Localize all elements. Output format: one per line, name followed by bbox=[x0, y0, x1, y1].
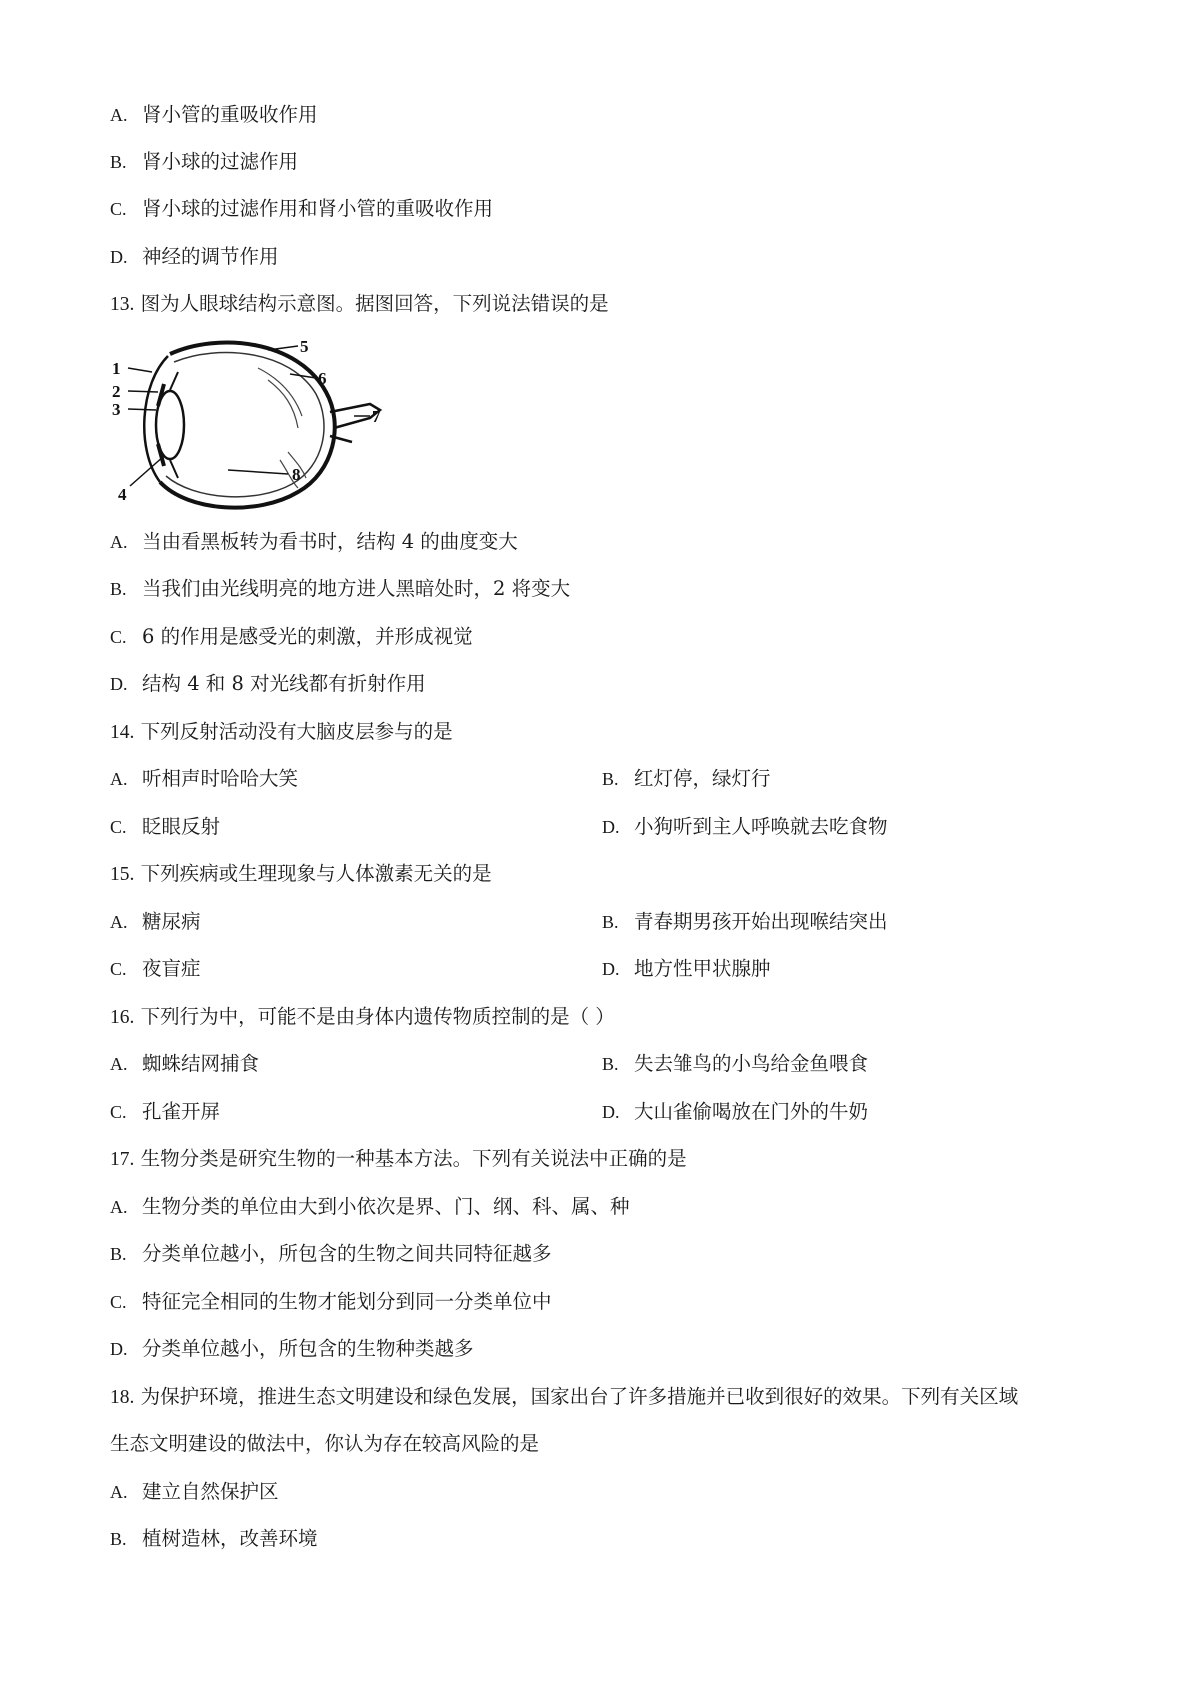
q18-option-a: A. 建立自然保护区 bbox=[110, 1480, 279, 1503]
eye-label-2: 2 bbox=[112, 382, 121, 401]
q18-stem-line-2: 生态文明建设的做法中，你认为存在较高风险的是 bbox=[110, 1432, 540, 1455]
q12-option-b: B. 肾小球的过滤作用 bbox=[110, 150, 299, 173]
q13-option-d: D. 结构 4 和 8 对光线都有折射作用 bbox=[110, 672, 426, 695]
q14-stem: 14. 下列反射活动没有大脑皮层参与的是 bbox=[110, 720, 453, 743]
q13-option-c: C. 6 的作用是感受光的刺激，并形成视觉 bbox=[110, 625, 473, 648]
q12-option-d: D. 神经的调节作用 bbox=[110, 245, 279, 268]
q14-option-d: D. 小狗听到主人呼唤就去吃食物 bbox=[602, 815, 888, 838]
q16-option-c: C. 孔雀开屏 bbox=[110, 1100, 221, 1123]
lens-shape bbox=[156, 391, 184, 459]
q18-option-b: B. 植树造林，改善环境 bbox=[110, 1527, 318, 1550]
leader-3 bbox=[128, 409, 156, 410]
leader-8 bbox=[228, 470, 288, 474]
q13-option-b: B. 当我们由光线明亮的地方进人黑暗处时，2 将变大 bbox=[110, 577, 571, 600]
eye-outer-wall bbox=[160, 343, 335, 508]
q17-option-c: C. 特征完全相同的生物才能划分到同一分类单位中 bbox=[110, 1290, 552, 1313]
q18-stem-line-1: 18. 为保护环境，推进生态文明建设和绿色发展，国家出台了许多措施并已收到很好的效果。下列有关区域 bbox=[110, 1385, 1019, 1408]
q17-option-a: A. 生物分类的单位由大到小依次是界、门、纲、科、属、种 bbox=[110, 1195, 630, 1218]
eye-label-3: 3 bbox=[112, 400, 121, 419]
q15-stem: 15. 下列疾病或生理现象与人体激素无关的是 bbox=[110, 862, 492, 885]
q14-option-c: C. 眨眼反射 bbox=[110, 815, 221, 838]
q16-option-a: A. 蜘蛛结网捕食 bbox=[110, 1052, 260, 1075]
eye-label-5: 5 bbox=[300, 337, 309, 356]
eye-label-6: 6 bbox=[318, 369, 327, 388]
eye-label-1: 1 bbox=[112, 359, 121, 378]
q13-stem: 13. 图为人眼球结构示意图。据图回答，下列说法错误的是 bbox=[110, 292, 609, 315]
ciliary-shape bbox=[170, 372, 178, 478]
q15-option-c: C. 夜盲症 bbox=[110, 957, 201, 980]
q14-option-a: A. 听相声时哈哈大笑 bbox=[110, 767, 299, 790]
q14-option-b: B. 红灯停，绿灯行 bbox=[602, 767, 771, 790]
q15-option-b: B. 青春期男孩开始出现喉结突出 bbox=[602, 910, 888, 933]
eye-label-4: 4 bbox=[118, 485, 127, 504]
q13-option-a: A. 当由看黑板转为看书时，结构 4 的曲度变大 bbox=[110, 530, 518, 553]
eye-label-8: 8 bbox=[292, 465, 301, 484]
q15-option-a: A. 糖尿病 bbox=[110, 910, 201, 933]
leader-1 bbox=[128, 368, 152, 372]
q12-option-c: C. 肾小球的过滤作用和肾小管的重吸收作用 bbox=[110, 197, 494, 220]
eye-structure-figure bbox=[108, 332, 408, 512]
q17-stem: 17. 生物分类是研究生物的一种基本方法。下列有关说法中正确的是 bbox=[110, 1147, 687, 1170]
q17-option-d: D. 分类单位越小，所包含的生物种类越多 bbox=[110, 1337, 474, 1360]
q16-stem: 16. 下列行为中，可能不是由身体内遗传物质控制的是（ ） bbox=[110, 1005, 615, 1028]
q17-option-b: B. 分类单位越小，所包含的生物之间共同特征越多 bbox=[110, 1242, 552, 1265]
leader-2 bbox=[128, 391, 158, 392]
eye-label-7: 7 bbox=[372, 407, 381, 426]
q12-option-a: A. 肾小管的重吸收作用 bbox=[110, 103, 318, 126]
q16-option-b: B. 失去雏鸟的小鸟给金鱼喂食 bbox=[602, 1052, 869, 1075]
q16-option-d: D. 大山雀偷喝放在门外的牛奶 bbox=[602, 1100, 869, 1123]
q15-option-d: D. 地方性甲状腺肿 bbox=[602, 957, 771, 980]
